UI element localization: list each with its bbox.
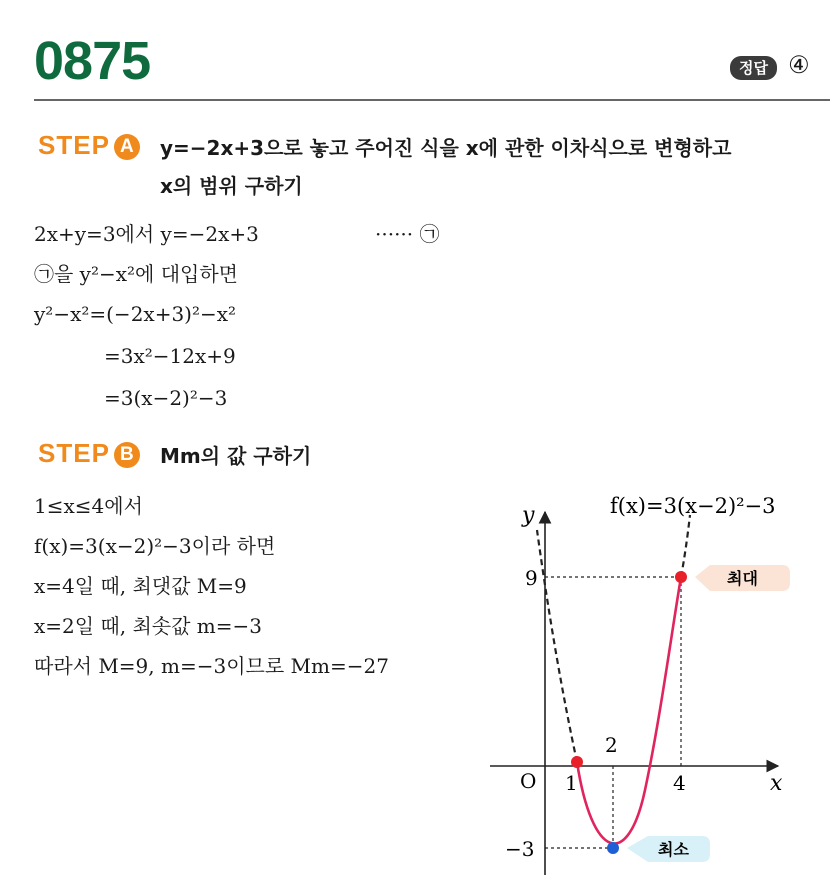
step-b-label: STEP — [38, 438, 110, 468]
curve-right-dashed — [681, 515, 690, 577]
curve-left-dashed — [537, 530, 577, 762]
answer-badge: 정답 — [730, 56, 777, 80]
step-b-title: Mm의 값 구하기 — [160, 444, 312, 468]
x-axis-label: x — [770, 771, 783, 796]
step-a-letter: A — [114, 134, 140, 160]
min-label: 최소 — [658, 840, 689, 859]
step-b-line-2: f(x)=3(x−2)²−3이라 하면 — [34, 534, 276, 558]
parabola-curve — [577, 577, 681, 844]
y-axis-label: y — [522, 503, 535, 528]
step-a-line-1: 2x+y=3에서 y=−2x+3 — [34, 222, 259, 246]
answer-value: ④ — [788, 51, 810, 79]
step-a-line-5: =3(x−2)²−3 — [104, 386, 228, 410]
max-label: 최대 — [727, 569, 758, 588]
function-label: f(x)=3(x−2)²−3 — [610, 494, 776, 518]
x-tick-4: 4 — [673, 771, 686, 795]
step-a-line-1-mark: ······ ㉠ — [375, 222, 440, 246]
step-a-line-3: y²−x²=(−2x+3)²−x² — [34, 302, 237, 326]
point-start — [571, 756, 583, 768]
x-tick-2: 2 — [605, 733, 618, 757]
y-tick-minus3: −3 — [505, 837, 535, 861]
origin-label: O — [520, 769, 537, 793]
step-b-line-5: 따라서 M=9, m=−3이므로 Mm=−27 — [34, 654, 389, 678]
step-b-line-3: x=4일 때, 최댓값 M=9 — [34, 574, 247, 598]
step-a-title-line2: x의 범위 구하기 — [160, 174, 303, 198]
step-a-title-line1: y=−2x+3으로 놓고 주어진 식을 x에 관한 이차식으로 변형하고 — [160, 136, 732, 160]
problem-number: 0875 — [34, 31, 151, 91]
point-max — [675, 571, 687, 583]
step-a-line-2: ㉠을 y²−x²에 대입하면 — [34, 262, 239, 286]
point-min — [607, 842, 619, 854]
step-a-line-4: =3x²−12x+9 — [104, 344, 236, 368]
step-b-letter: B — [114, 442, 140, 468]
x-tick-1: 1 — [565, 771, 578, 795]
y-tick-9: 9 — [525, 566, 538, 590]
step-a-label: STEP — [38, 130, 110, 160]
step-b-line-4: x=2일 때, 최솟값 m=−3 — [34, 614, 262, 638]
step-b-line-1: 1≤x≤4에서 — [34, 494, 143, 518]
